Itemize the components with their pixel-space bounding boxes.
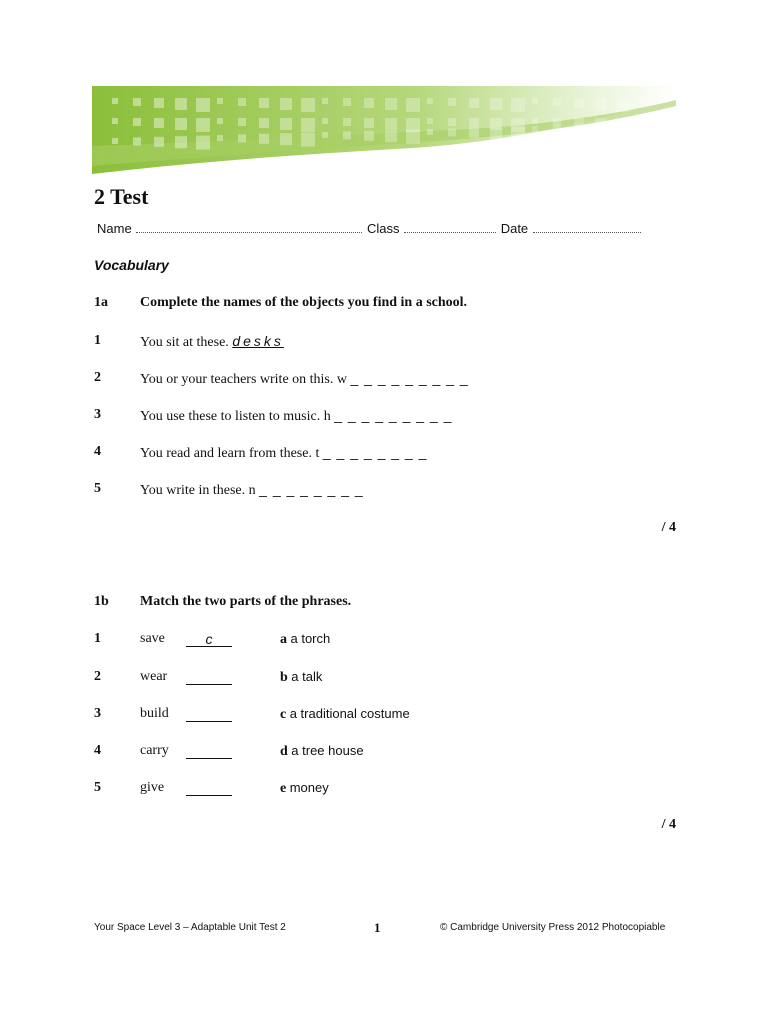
option-letter: c (280, 707, 287, 722)
banner-square (385, 118, 397, 130)
match-option (280, 743, 364, 760)
date-label: Date (500, 221, 529, 236)
item-text: You use these to listen to music. h (140, 409, 331, 424)
banner-square (448, 128, 456, 136)
banner-square (616, 124, 630, 138)
banner-square (343, 118, 351, 126)
banner-square (196, 98, 210, 112)
banner-square (364, 98, 374, 108)
item-number: 1 (94, 333, 101, 348)
name-field[interactable] (136, 222, 362, 233)
section-title: Vocabulary (94, 257, 169, 273)
item-number: 3 (94, 407, 101, 422)
banner-square (553, 118, 561, 126)
banner-square (427, 129, 433, 135)
match-word: wear (140, 669, 168, 684)
item-number: 4 (94, 743, 101, 758)
answer-line[interactable] (186, 743, 232, 759)
answer-line[interactable] (186, 780, 232, 796)
banner-square (301, 133, 315, 147)
banner-square (133, 98, 141, 106)
banner-square (175, 136, 187, 148)
banner-square (532, 98, 538, 104)
banner-square (469, 98, 479, 108)
banner-square (154, 118, 164, 128)
banner-square (637, 123, 643, 129)
option-text: a traditional costume (289, 706, 410, 721)
option-letter: a (280, 632, 287, 647)
banner-square (595, 98, 607, 110)
banner-square (511, 98, 525, 112)
banner-square (133, 137, 141, 145)
banner-square (217, 118, 223, 124)
banner-square (385, 130, 397, 142)
option-letter: b (280, 670, 288, 685)
answer-blank[interactable]: _ _ _ _ _ _ _ _ _ (334, 407, 453, 423)
banner-square (301, 118, 315, 132)
answer-blank[interactable]: _ _ _ _ _ _ _ _ _ (350, 370, 469, 386)
banner-square (469, 118, 479, 128)
match-word: save (140, 631, 165, 646)
option-text: a torch (290, 631, 331, 646)
option-text: a tree house (291, 743, 364, 758)
item-number: 1 (94, 631, 101, 646)
banner-square (532, 118, 538, 124)
footer-left: Your Space Level 3 – Adaptable Unit Test 2 (94, 922, 286, 933)
answer-blank[interactable]: _ _ _ _ _ _ _ _ (259, 481, 364, 497)
item-text: You write in these. n (140, 483, 256, 498)
banner-square (112, 138, 118, 144)
banner-square (574, 98, 584, 108)
banner-square (238, 98, 246, 106)
banner-square (616, 98, 630, 112)
score-1b: / 4 (661, 817, 676, 832)
item-number: 5 (94, 481, 101, 496)
banner-square (175, 98, 187, 110)
match-row (94, 631, 454, 649)
banner-square (259, 98, 269, 108)
class-label: Class (366, 221, 400, 236)
match-word: build (140, 706, 169, 721)
banner-square (448, 118, 456, 126)
match-row (94, 743, 454, 761)
banner-square (322, 118, 328, 124)
banner-square (490, 98, 502, 110)
banner-square (196, 118, 210, 132)
banner-square (217, 98, 223, 104)
exercise-number: 1a (94, 295, 108, 310)
page-number: 1 (374, 920, 381, 935)
answer-blank[interactable]: _ _ _ _ _ _ _ _ (322, 444, 428, 460)
answer-line[interactable] (186, 706, 232, 722)
banner-square (532, 126, 538, 132)
match-option (280, 669, 322, 686)
item-text: You read and learn from these. t (140, 446, 320, 461)
banner-square (280, 98, 292, 110)
exercise-instruction: Match the two parts of the phrases. (140, 594, 352, 609)
match-word: give (140, 780, 165, 795)
exercise-instruction: Complete the names of the objects you find in a school. (140, 295, 468, 310)
option-letter: e (280, 781, 287, 796)
page-title: 2 Test (94, 184, 149, 209)
match-option (280, 706, 410, 723)
item-number: 5 (94, 780, 101, 795)
banner-square (637, 98, 643, 104)
banner-square (112, 98, 118, 104)
score-1a: / 4 (661, 520, 676, 535)
name-label: Name (97, 221, 132, 236)
banner-square (196, 136, 210, 150)
answer-line[interactable] (186, 631, 232, 647)
footer-right: © Cambridge University Press 2012 Photocopiable (440, 922, 666, 933)
date-field[interactable] (533, 222, 641, 233)
option-text: a talk (291, 669, 323, 684)
banner-square (133, 118, 141, 126)
option-letter: d (280, 744, 288, 759)
option-text: money (289, 780, 329, 795)
banner-square (238, 134, 246, 142)
banner-square (322, 98, 328, 104)
item-number: 3 (94, 706, 101, 721)
banner-square (406, 98, 420, 112)
match-row (94, 706, 454, 724)
item-answer[interactable]: desks (232, 333, 284, 349)
banner-square (427, 98, 433, 104)
item-answer: c (205, 631, 213, 647)
match-option (280, 780, 329, 797)
student-info-row (97, 221, 642, 236)
exercise-number: 1b (94, 594, 109, 609)
banner-square (322, 132, 328, 138)
banner-square (280, 118, 292, 130)
banner-square (427, 118, 433, 124)
banner-square (175, 118, 187, 130)
banner-square (406, 130, 420, 144)
header-banner (92, 86, 676, 174)
item-number: 4 (94, 444, 101, 459)
banner-square (154, 98, 164, 108)
banner-square (259, 134, 269, 144)
banner-square (259, 118, 269, 128)
item-number: 2 (94, 669, 101, 684)
banner-square (343, 131, 351, 139)
banner-square (343, 98, 351, 106)
banner-square (574, 125, 584, 135)
banner-square (112, 118, 118, 124)
banner-square (154, 137, 164, 147)
banner-square (553, 98, 561, 106)
banner-square (490, 127, 502, 139)
match-row (94, 669, 454, 687)
banner-square (217, 135, 223, 141)
answer-line[interactable] (186, 669, 232, 685)
banner-square (469, 128, 479, 138)
banner-square (595, 124, 607, 136)
banner-square (385, 98, 397, 110)
banner-square (553, 125, 561, 133)
banner-square (364, 118, 374, 128)
banner-square (511, 127, 525, 141)
match-word: carry (140, 743, 169, 758)
banner-square (448, 98, 456, 106)
match-row (94, 780, 454, 798)
match-option (280, 631, 330, 648)
banner-square (364, 131, 374, 141)
item-text: You sit at these. (140, 335, 229, 350)
banner-square (280, 133, 292, 145)
item-number: 2 (94, 370, 101, 385)
class-field[interactable] (404, 222, 496, 233)
banner-square (301, 98, 315, 112)
item-text: You or your teachers write on this. w (140, 372, 347, 387)
banner-square (238, 118, 246, 126)
